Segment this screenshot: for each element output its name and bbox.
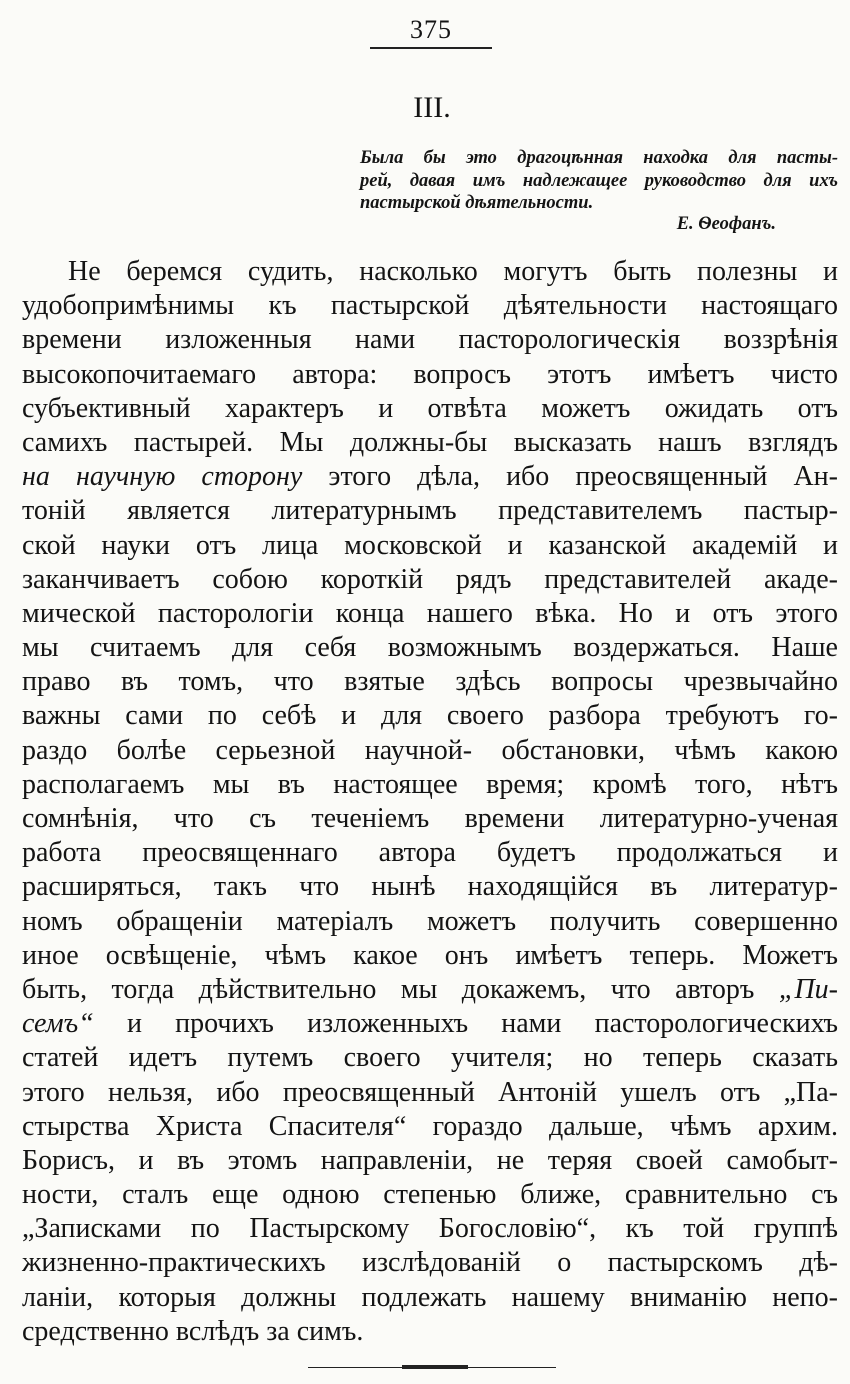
- section-heading: III.: [413, 91, 451, 124]
- body-line: мической пасторологіи конца нашего вѣка. Но и отъ этого: [22, 597, 838, 629]
- body-line: Не беремся судить, насколько могутъ быть полезны и: [68, 256, 838, 287]
- body-line: жизненно-практическихъ изслѣдованій о пастырскомъ дѣ-: [22, 1247, 838, 1279]
- italic-phrase: „Пи-: [778, 973, 838, 1005]
- epigraph: [360, 147, 838, 215]
- body-line: времени изложенныя нами пасторологическія воззрѣнія: [22, 324, 838, 356]
- epigraph-line: Была бы это драгоцѣнная находка для пасты-: [360, 148, 838, 168]
- body-line: расширяться, такъ что нынѣ находящійся въ литератур-: [22, 871, 838, 903]
- page-number: 375: [410, 15, 452, 44]
- italic-phrase: на научную сторону: [22, 461, 303, 493]
- body-line: ности, сталъ еще одною степенью ближе, сравнительно съ: [22, 1179, 838, 1211]
- body-line: этого нельзя, ибо преосвященный Антоній ушелъ отъ „Па-: [22, 1076, 838, 1108]
- body-line-text: быть, тогда дѣйствительно мы докажемъ, что авторъ: [22, 973, 779, 1005]
- body-line: [22, 460, 838, 494]
- epigraph-line: пастырской дѣятельности.: [360, 193, 594, 214]
- body-line: сомнѣнія, что съ теченіемъ времени литературно-ученая: [22, 803, 838, 834]
- page-number-rule: [370, 47, 492, 49]
- body-line: право въ томъ, что взятые здѣсь вопросы чрезвычайно: [22, 666, 838, 698]
- body-line: раздо болѣе серьезной научной- обстановки, чѣмъ какою: [22, 734, 838, 766]
- body-line: субъективный характеръ и отвѣта можетъ ожидать отъ: [22, 392, 838, 424]
- body-line: иное освѣщеніе, чѣмъ какое онъ имѣетъ теперь. Можетъ: [22, 939, 838, 971]
- ornamental-rule-center: [402, 1365, 468, 1369]
- body-line-text: этого дѣла, ибо преосвященный Ан-: [302, 461, 838, 493]
- body-line: Борисъ, и въ этомъ направленіи, не теряя своей самобыт-: [22, 1144, 838, 1176]
- epigraph-line: рей, давая имъ надлежащее руководство для ихъ: [360, 170, 838, 191]
- body-line: самихъ пастырей. Мы должны-бы высказать нашъ взглядъ: [22, 426, 838, 458]
- body-line: [22, 973, 838, 1007]
- body-line: статей идетъ путемъ своего учителя; но теперь сказать: [22, 1042, 838, 1074]
- epigraph-attribution: Е. Ѳеофанъ.: [676, 214, 776, 234]
- body-line: [22, 1007, 838, 1041]
- body-line: средственно вслѣдъ за симъ.: [22, 1315, 364, 1347]
- ornamental-rule: [308, 1365, 556, 1370]
- italic-phrase: семъ“: [22, 1008, 94, 1040]
- body-line: удобопримѣнимы къ пастырской дѣятельности настоящаго: [22, 290, 838, 322]
- body-line: мы считаемъ для себя возможнымъ воздержаться. Наше: [22, 632, 838, 664]
- body-line: заканчиваетъ собою короткій рядъ представителей акаде-: [22, 563, 838, 595]
- body-line: ской науки отъ лица московской и казанской академій и: [22, 529, 838, 561]
- body-line: работа преосвященнаго автора будетъ продолжаться и: [22, 837, 838, 869]
- body-line: „Записками по Пастырскому Богословію“, къ той группѣ: [22, 1213, 838, 1245]
- body-line: тоній является литературнымъ представителемъ пастыр-: [22, 495, 838, 527]
- body-line: важны сами по себѣ и для своего разбора требуютъ го-: [22, 700, 838, 732]
- body-line-text: и прочихъ изложенныхъ нами пасторологическихъ: [93, 1008, 838, 1040]
- body-line: высокопочитаемаго автора: вопросъ этотъ имѣетъ чисто: [22, 358, 838, 390]
- body-text: [22, 255, 838, 1349]
- body-line: ланіи, которыя должны подлежать нашему вниманію непо-: [22, 1281, 838, 1313]
- body-line: стырства Христа Спасителя“ гораздо дальше, чѣмъ архим.: [22, 1110, 838, 1142]
- body-line: номъ обращеніи матеріалъ можетъ получить совершенно: [22, 905, 838, 937]
- body-line: располагаемъ мы въ настоящее время; кромѣ того, нѣтъ: [22, 768, 838, 800]
